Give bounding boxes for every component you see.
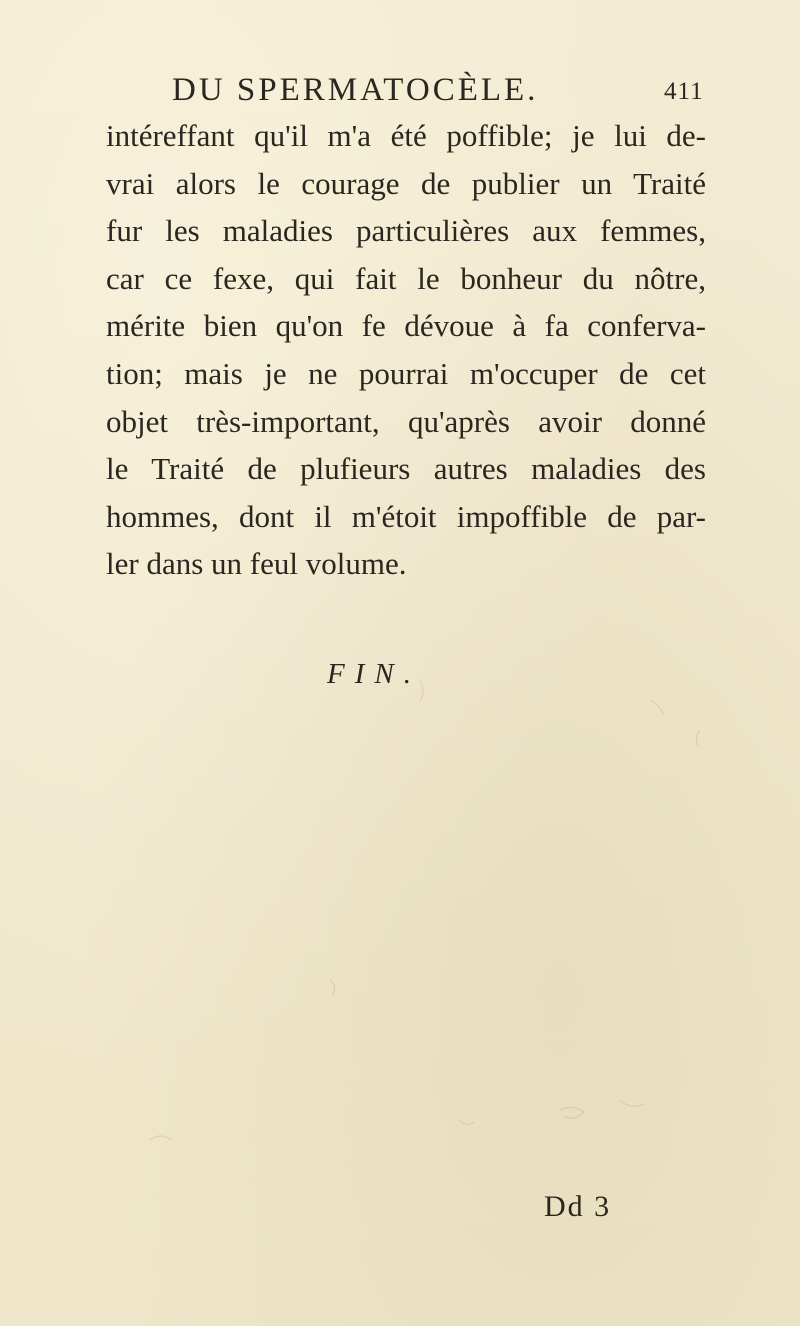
fin-heading: FIN.	[327, 658, 421, 690]
running-title: DU SPERMATOCÈLE.	[172, 72, 539, 108]
text-line: tion; mais je ne pourrai m'occuper de cet	[106, 355, 706, 391]
running-head	[0, 72, 800, 112]
text-line: fur les maladies particulières aux femmes,	[106, 213, 706, 249]
text-line: intéreffant qu'il m'a été poffible; je lui de-	[106, 118, 706, 153]
text-line: ler dans un feul volume.	[106, 546, 407, 582]
text-line: le Traité de plufieurs autres maladies des	[106, 451, 706, 487]
text-line: vrai alors le courage de publier un Traité	[106, 165, 706, 201]
text-line: hommes, dont il m'étoit impoffible de par-	[106, 498, 706, 534]
text-line: mérite bien qu'on fe dévoue à fa conferva-	[106, 308, 706, 344]
page-number: 411	[664, 78, 704, 105]
body-paragraph	[106, 112, 706, 588]
text-line: objet très-important, qu'après avoir donné	[106, 403, 706, 439]
text-line: car ce fexe, qui fait le bonheur du nôtre,	[106, 260, 706, 296]
signature-mark: Dd 3	[544, 1190, 612, 1223]
